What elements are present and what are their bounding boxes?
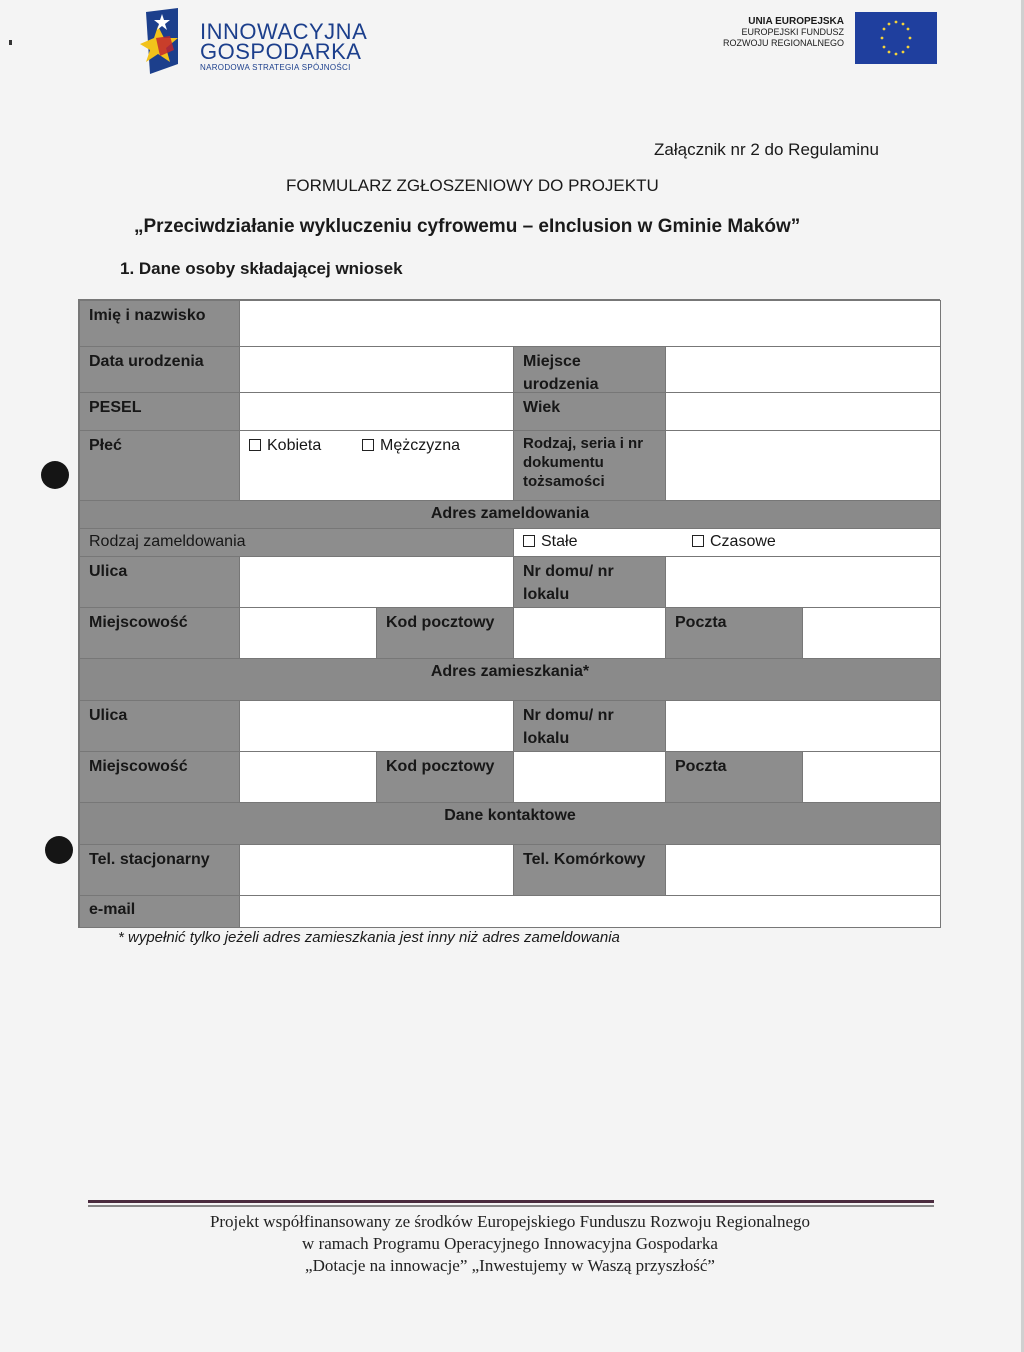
registered-postcode-field[interactable]: [513, 607, 666, 659]
mobile-label: Tel. Komórkowy: [513, 844, 666, 896]
sex-female-label: Kobieta: [267, 437, 322, 454]
binder-hole: [45, 836, 73, 864]
checkbox-icon[interactable]: [692, 535, 704, 547]
logo-title-line-2: GOSPODARKA: [200, 39, 362, 64]
residence-house-no-label: Nr domu/ nr lokalu: [513, 700, 666, 752]
eu-logo: [700, 12, 940, 66]
registered-address-header: Adres zameldowania: [79, 500, 941, 529]
residence-street-label: Ulica: [79, 700, 240, 752]
contact-header: Dane kontaktowe: [79, 802, 941, 845]
registered-postcode-label: Kod pocztowy: [376, 607, 514, 659]
residence-house-no-field[interactable]: [665, 700, 941, 752]
registered-house-no-field[interactable]: [665, 556, 941, 608]
registered-house-no-label: Nr domu/ nr lokalu: [513, 556, 666, 608]
logo-subtitle: NARODOWA STRATEGIA SPÓJNOŚCI: [200, 63, 351, 72]
registration-permanent-label: Stałe: [541, 533, 578, 550]
residence-street-field[interactable]: [239, 700, 514, 752]
pesel-field[interactable]: [239, 392, 514, 431]
footer-line-3: „Dotacje na innowacje” „Inwestujemy w Waszą przyszłość”: [305, 1256, 715, 1275]
footer-line-1: Projekt współfinansowany ze środków Europejskiego Funduszu Rozwoju Regionalnego: [209, 1212, 811, 1231]
email-field[interactable]: [239, 895, 941, 928]
footer-divider-secondary: [88, 1205, 934, 1207]
landline-field[interactable]: [239, 844, 514, 896]
application-form-table: [78, 299, 940, 928]
registration-type-options: [513, 528, 941, 557]
birth-date-field[interactable]: [239, 346, 514, 393]
sex-male-option[interactable]: [362, 434, 460, 457]
logo-title: [200, 19, 368, 64]
landline-label: Tel. stacjonarny: [79, 844, 240, 896]
section-title: 1. Dane osoby składającej wniosek: [120, 259, 403, 278]
pesel-label: PESEL: [79, 392, 240, 431]
birth-place-label: Miejsce urodzenia: [513, 346, 666, 393]
id-document-field[interactable]: [665, 430, 941, 501]
registered-post-office-field[interactable]: [802, 607, 941, 659]
age-label: Wiek: [513, 392, 666, 431]
name-label: Imię i nazwisko: [79, 300, 240, 347]
residence-post-office-label: Poczta: [665, 751, 803, 803]
star-flag-icon: [140, 8, 180, 74]
registration-permanent-option[interactable]: [523, 530, 577, 553]
checkbox-icon[interactable]: [362, 439, 374, 451]
age-field[interactable]: [665, 392, 941, 431]
binder-hole: [41, 461, 69, 489]
birth-date-label: Data urodzenia: [79, 346, 240, 393]
eu-flag-icon: [855, 12, 937, 64]
eu-logo-line-2: EUROPEJSKI FUNDUSZ: [741, 27, 844, 37]
sex-label: Płeć: [79, 430, 240, 501]
birth-place-field[interactable]: [665, 346, 941, 393]
project-title: „Przeciwdziałanie wykluczeniu cyfrowemu – eInclusion w Gminie Maków”: [134, 216, 801, 237]
checkbox-icon[interactable]: [523, 535, 535, 547]
registration-temporary-option[interactable]: [692, 530, 776, 553]
registered-town-field[interactable]: [239, 607, 377, 659]
residence-town-field[interactable]: [239, 751, 377, 803]
email-label: e-mail: [79, 895, 240, 928]
sex-options: [239, 430, 514, 501]
residence-post-office-field[interactable]: [802, 751, 941, 803]
registration-temporary-label: Czasowe: [710, 533, 776, 550]
form-footnote: * wypełnić tylko jeżeli adres zamieszkania jest inny niż adres zameldowania: [118, 929, 620, 946]
sex-male-label: Mężczyzna: [380, 437, 461, 454]
footer-text: [110, 1211, 910, 1277]
attachment-note: Załącznik nr 2 do Regulaminu: [654, 140, 879, 159]
id-document-label: Rodzaj, seria i nr dokumentu tożsamości: [513, 430, 666, 501]
eu-logo-line-3: ROZWOJU REGIONALNEGO: [722, 38, 844, 48]
residence-postcode-label: Kod pocztowy: [376, 751, 514, 803]
eu-logo-text: [723, 16, 844, 49]
sex-female-option[interactable]: [249, 434, 321, 457]
registered-post-office-label: Poczta: [665, 607, 803, 659]
logo-title-line-1: INNOWACYJNA: [200, 19, 368, 44]
form-title: FORMULARZ ZGŁOSZENIOWY DO PROJEKTU: [286, 176, 659, 195]
footer-divider: [88, 1200, 934, 1203]
registered-street-label: Ulica: [79, 556, 240, 608]
innowacyjna-gospodarka-logo: [140, 8, 380, 76]
eu-logo-line-1: UNIA EUROPEJSKA: [748, 16, 844, 27]
scan-mark: [9, 40, 12, 45]
checkbox-icon[interactable]: [249, 439, 261, 451]
residence-postcode-field[interactable]: [513, 751, 666, 803]
registered-town-label: Miejscowość: [79, 607, 240, 659]
mobile-field[interactable]: [665, 844, 941, 896]
residence-town-label: Miejscowość: [79, 751, 240, 803]
residence-address-header: Adres zamieszkania*: [79, 658, 941, 701]
registration-type-label: Rodzaj zameldowania: [79, 528, 514, 557]
name-field[interactable]: [239, 300, 941, 347]
registered-street-field[interactable]: [239, 556, 514, 608]
footer-line-2: w ramach Programu Operacyjnego Innowacyjna Gospodarka: [302, 1234, 718, 1253]
